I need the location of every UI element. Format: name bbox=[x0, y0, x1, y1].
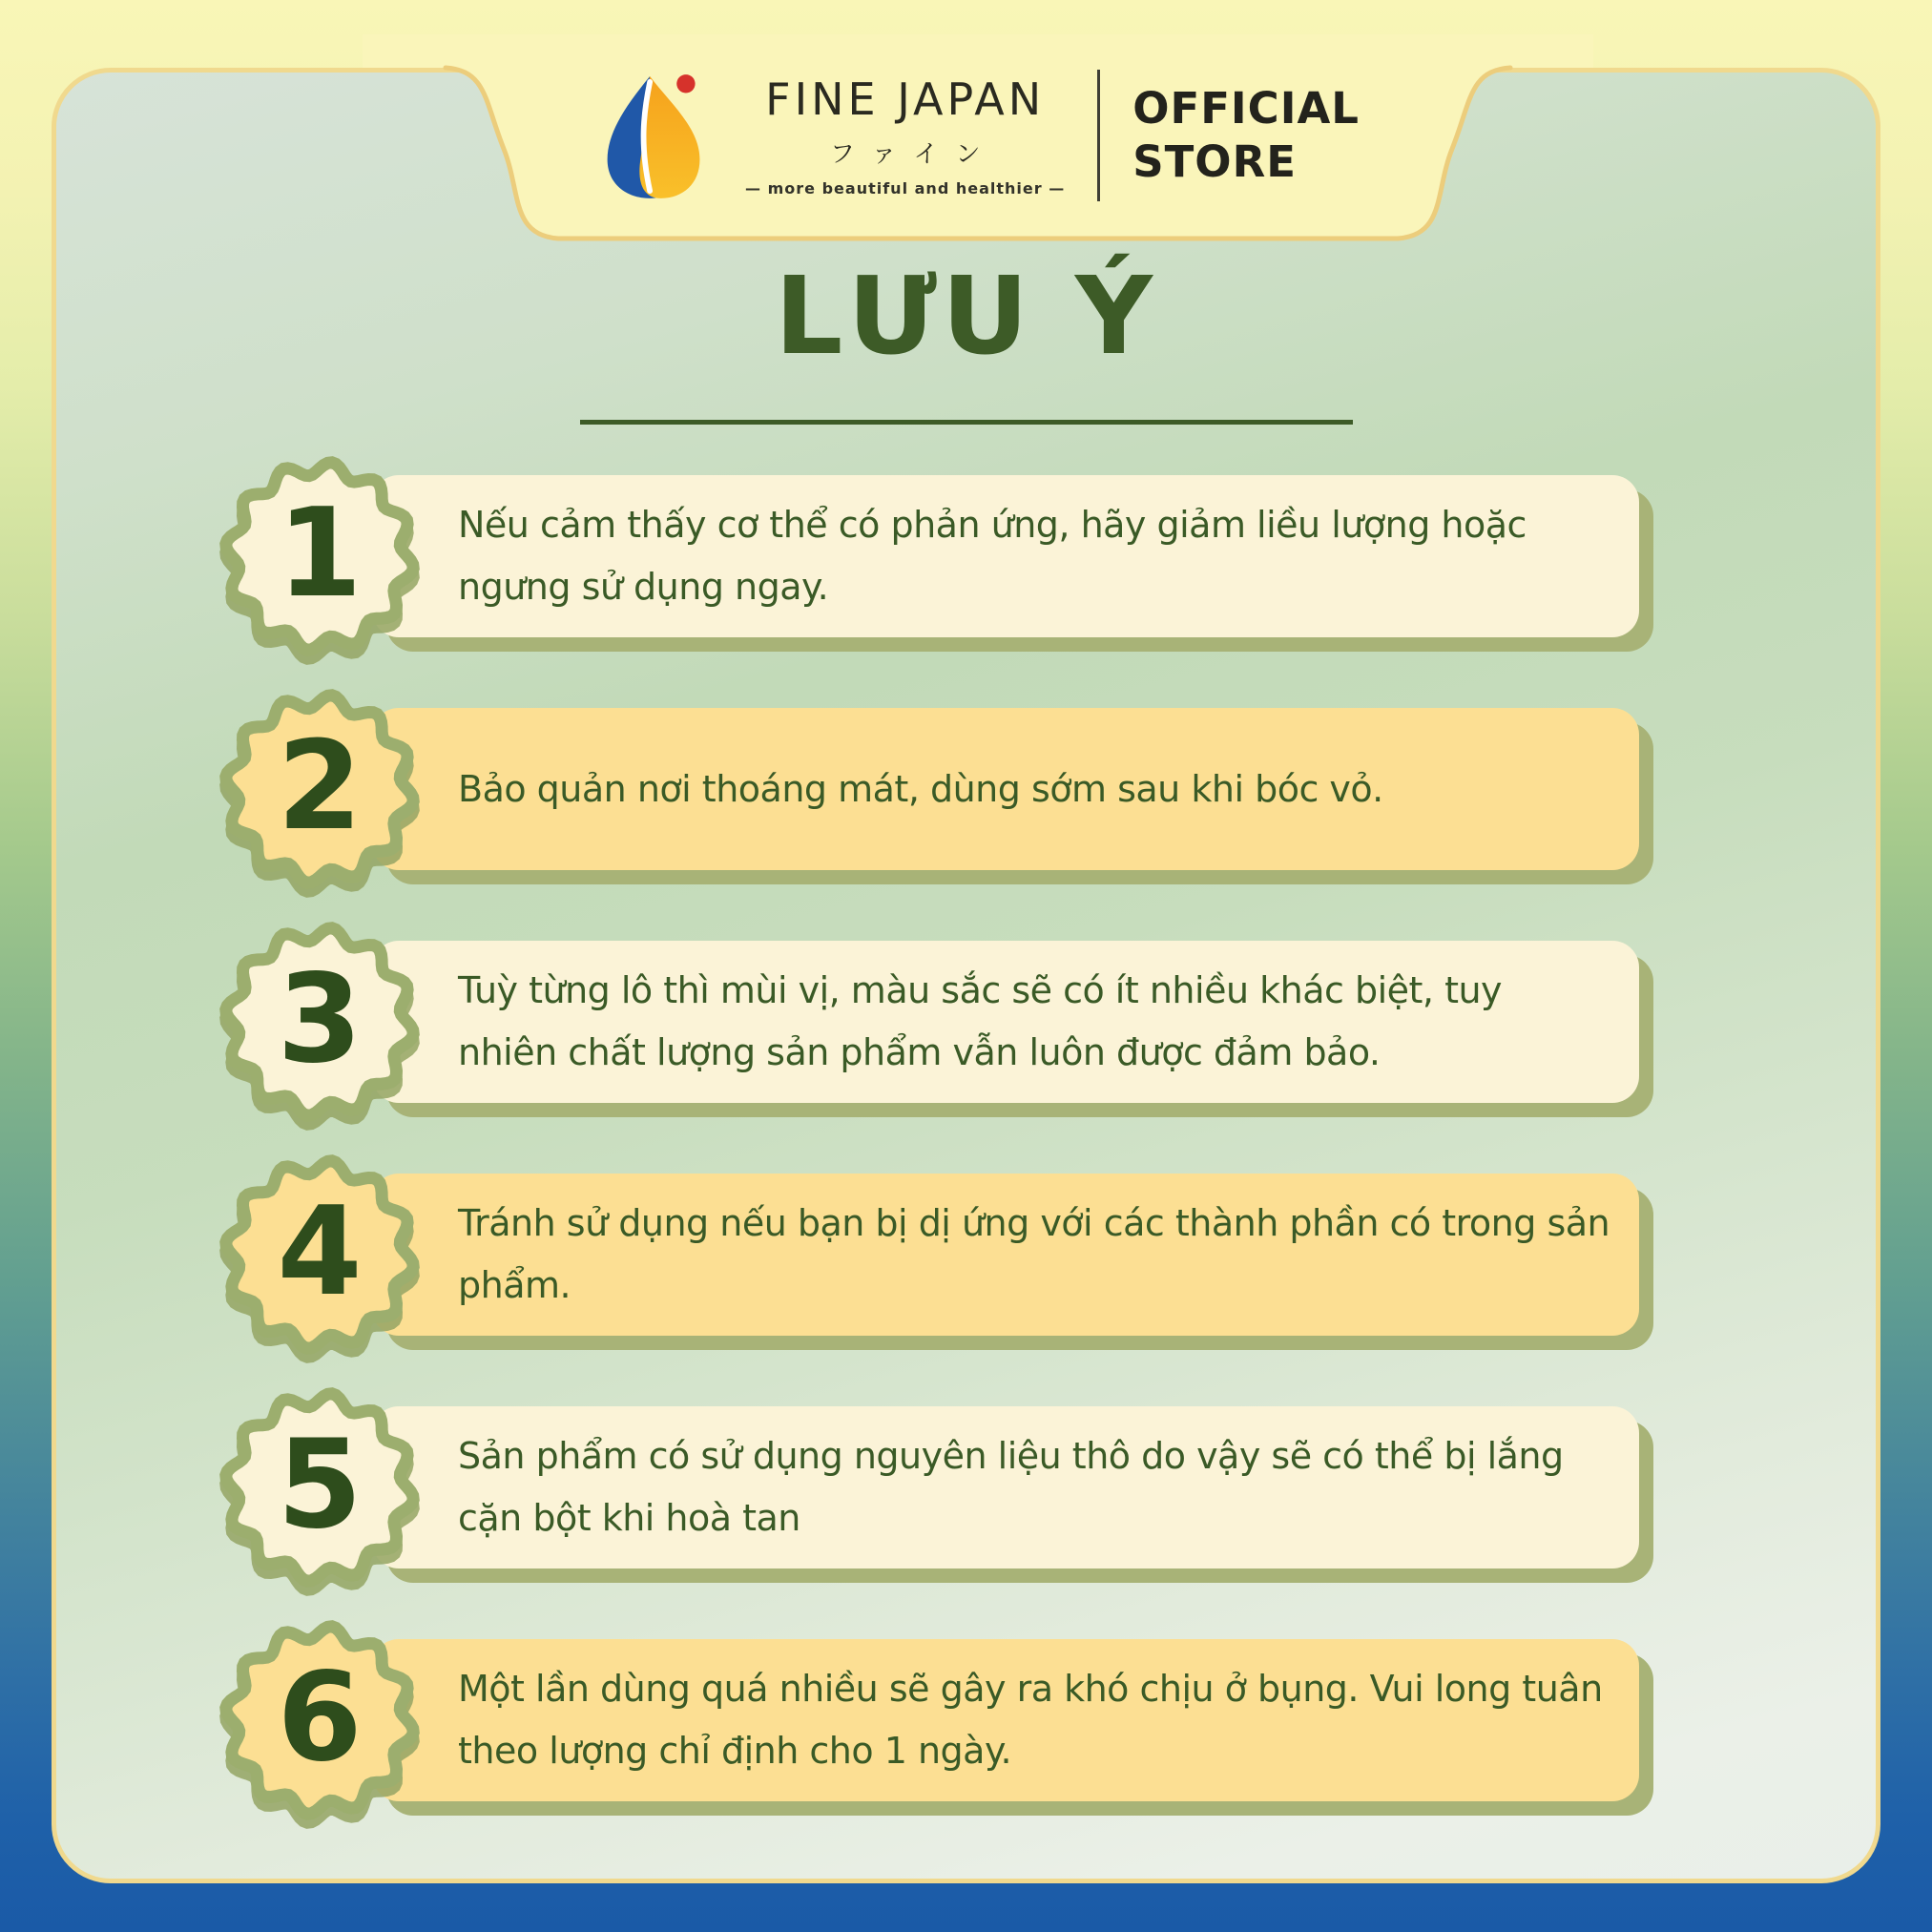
note-row-6 bbox=[210, 1610, 1660, 1830]
brand-tagline: — more beautiful and healthier — bbox=[745, 179, 1066, 197]
note-pill-1 bbox=[372, 475, 1639, 637]
note-text-3: Tuỳ từng lô thì mùi vị, màu sắc sẽ có ít nhiều khác biệt, tuy nhiên chất lượng sản phẩm vẫn luôn được đảm bảo. bbox=[458, 969, 1503, 1073]
note-text-4: Tránh sử dụng nếu bạn bị dị ứng với các thành phần có trong sản phẩm. bbox=[458, 1202, 1610, 1306]
note-number-6: 6 bbox=[277, 1646, 363, 1789]
page-title: LƯU Ý bbox=[775, 255, 1157, 379]
note-text-1: Nếu cảm thấy cơ thể có phản ứng, hãy giảm liều lượng hoặc ngưng sử dụng ngay. bbox=[458, 504, 1527, 608]
note-badge-3 bbox=[210, 912, 429, 1132]
note-number-4: 4 bbox=[277, 1180, 363, 1323]
note-badge-6 bbox=[210, 1610, 429, 1830]
note-number-5: 5 bbox=[277, 1413, 363, 1556]
official-store-line2: STORE bbox=[1132, 136, 1297, 187]
note-number-3: 3 bbox=[277, 947, 363, 1091]
note-text-5: Sản phẩm có sử dụng nguyên liệu thô do vậy sẽ có thể bị lắng cặn bột khi hoà tan bbox=[458, 1435, 1564, 1539]
note-text-2: Bảo quản nơi thoáng mát, dùng sớm sau khi bóc vỏ. bbox=[458, 767, 1383, 810]
note-row-2 bbox=[210, 679, 1660, 899]
header-logo-bar bbox=[363, 42, 1593, 229]
brand-name-japanese: ファイン bbox=[829, 140, 998, 169]
note-row-4 bbox=[210, 1145, 1660, 1364]
official-store-label bbox=[1132, 82, 1360, 190]
brand-name: FINE JAPAN bbox=[765, 73, 1046, 125]
note-number-1: 1 bbox=[277, 482, 363, 625]
note-pill-6 bbox=[372, 1639, 1639, 1801]
note-badge-2 bbox=[210, 679, 429, 899]
note-badge-5 bbox=[210, 1378, 429, 1597]
official-store-line1: OFFICIAL bbox=[1132, 82, 1360, 134]
note-row-3 bbox=[210, 912, 1660, 1132]
note-badge-1 bbox=[210, 447, 429, 666]
note-pill-2 bbox=[372, 708, 1639, 870]
fine-japan-flame-icon bbox=[596, 71, 713, 200]
brand-block bbox=[745, 73, 1065, 197]
note-pill-5 bbox=[372, 1406, 1639, 1568]
note-row-1 bbox=[210, 447, 1660, 666]
note-badge-4 bbox=[210, 1145, 429, 1364]
note-row-5 bbox=[210, 1378, 1660, 1597]
title-underline bbox=[580, 420, 1353, 425]
logo-divider bbox=[1097, 70, 1100, 201]
note-text-6: Một lần dùng quá nhiều sẽ gây ra khó chịu ở bụng. Vui long tuân theo lượng chỉ định cho 1 ngày. bbox=[458, 1668, 1603, 1772]
red-dot bbox=[676, 74, 695, 93]
note-pill-4 bbox=[372, 1174, 1639, 1336]
note-pill-3 bbox=[372, 941, 1639, 1103]
note-number-2: 2 bbox=[277, 715, 363, 858]
